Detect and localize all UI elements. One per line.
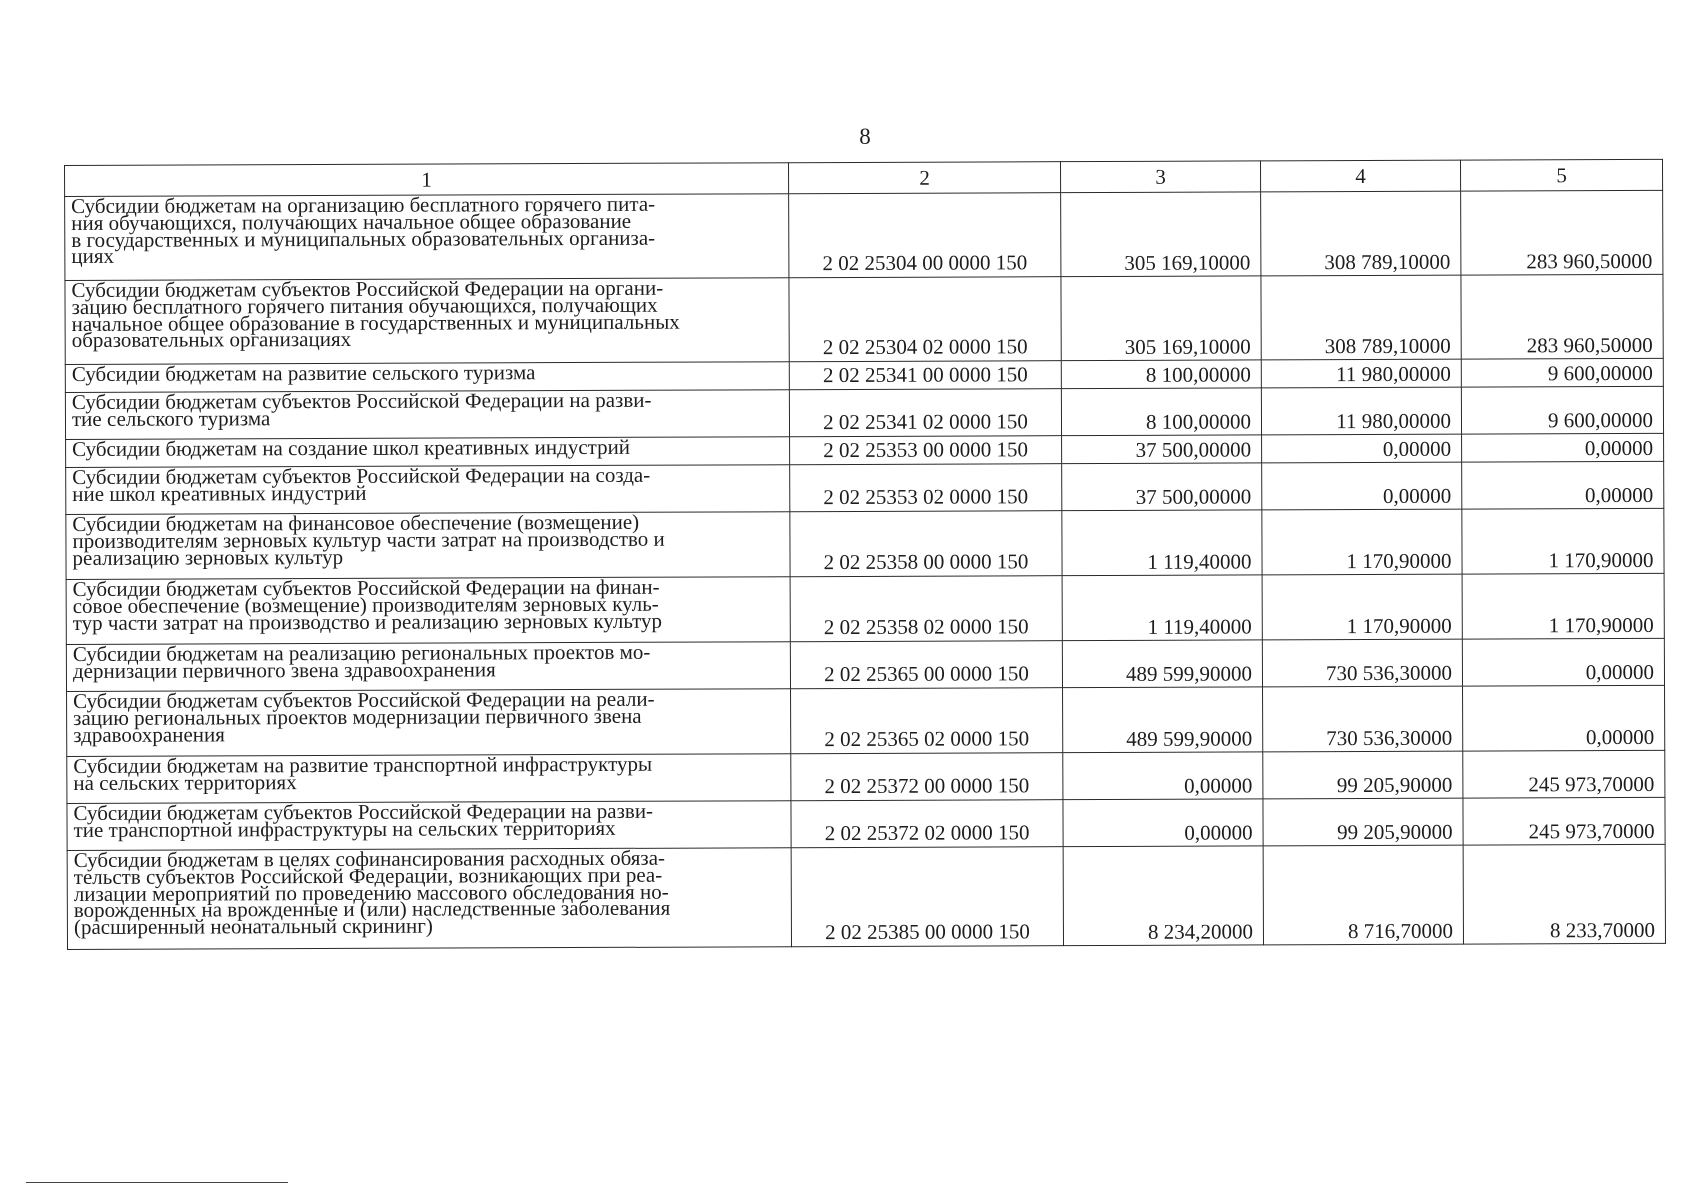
amount-col3-cell: 305 169,10000 xyxy=(1061,276,1261,361)
budget-code-cell: 2 02 25385 00 0000 150 xyxy=(791,847,1063,947)
amount-col3-cell: 489 599,90000 xyxy=(1062,640,1262,688)
amount-col3-cell: 8 234,20000 xyxy=(1063,846,1263,946)
budget-code-cell: 2 02 25304 02 0000 150 xyxy=(789,277,1061,362)
budget-code-cell: 2 02 25341 02 0000 150 xyxy=(789,389,1061,437)
subsidy-name-cell: Субсидии бюджетам на развитие сельского туризма xyxy=(65,362,789,393)
amount-col5-cell: 1 170,90000 xyxy=(1462,508,1664,574)
amount-col5-cell: 283 960,50000 xyxy=(1461,190,1663,275)
amount-col5-cell: 0,00000 xyxy=(1462,461,1664,509)
amount-col5-cell: 283 960,50000 xyxy=(1461,274,1663,359)
column-header-2: 2 xyxy=(788,162,1060,194)
budget-code-cell: 2 02 25372 00 0000 150 xyxy=(791,753,1063,801)
table-row xyxy=(67,844,1665,949)
budget-code-cell: 2 02 25365 02 0000 150 xyxy=(791,688,1063,754)
table-row xyxy=(67,750,1665,803)
amount-col4-cell: 99 205,90000 xyxy=(1263,798,1463,846)
budget-code-cell: 2 02 25372 02 0000 150 xyxy=(791,800,1063,848)
table-row xyxy=(66,461,1664,514)
amount-col4-cell: 99 205,90000 xyxy=(1263,751,1463,799)
subsidy-name-cell: Субсидии бюджетам субъектов Российской Федерации на созда- ние школ креативных индустрий xyxy=(66,465,790,515)
amount-col4-cell: 1 170,90000 xyxy=(1262,574,1462,640)
table-row xyxy=(65,274,1663,364)
subsidy-name-cell: Субсидии бюджетам на финансовое обеспечение (возмещение) производителям зерновых культур части затрат на производство и реализацию зерновых культур xyxy=(66,512,790,580)
subsidy-name-cell: Субсидии бюджетам субъектов Российской Федерации на финан- совое обеспечение (возмещение) производителям зерновых куль- тур части затрат на производство и реализацию зерновых культур xyxy=(66,577,790,645)
table-row xyxy=(65,190,1663,280)
subsidy-name-cell: Субсидии бюджетам субъектов Российской Федерации на органи- зацию бесплатного горячего питания обучающихся, получающих начальное общее образование в государственных и муниципальных образовательных организациях xyxy=(65,278,789,365)
amount-col5-cell: 9 600,00000 xyxy=(1461,358,1663,387)
amount-col4-cell: 1 170,90000 xyxy=(1262,509,1462,575)
amount-col4-cell: 11 980,00000 xyxy=(1261,387,1461,435)
amount-col4-cell: 11 980,00000 xyxy=(1261,359,1461,388)
amount-col5-cell: 0,00000 xyxy=(1463,685,1665,751)
subsidy-name-cell: Субсидии бюджетам в целях софинансирования расходных обяза- тельств субъектов Российской Федерации, возникающих при реа- лизации мероприятий по проведению массового обследования но- ворожденных на врожденные и (или) наследственные заболевания (расширенный неонатальный скрининг) xyxy=(67,848,791,950)
column-header-3: 3 xyxy=(1060,161,1260,193)
table-row xyxy=(67,797,1665,850)
page-number: 8 xyxy=(859,124,871,149)
amount-col3-cell: 1 119,40000 xyxy=(1062,510,1262,576)
amount-col3-cell: 8 100,00000 xyxy=(1061,360,1261,389)
budget-code-cell: 2 02 25353 02 0000 150 xyxy=(790,464,1062,512)
table-row xyxy=(65,386,1663,439)
amount-col4-cell: 308 789,10000 xyxy=(1261,191,1461,276)
amount-col4-cell: 730 536,30000 xyxy=(1263,686,1463,752)
budget-subsidies-table xyxy=(64,159,1666,950)
amount-col3-cell: 0,00000 xyxy=(1063,752,1263,800)
amount-col3-cell: 1 119,40000 xyxy=(1062,575,1262,641)
amount-col3-cell: 37 500,00000 xyxy=(1062,435,1262,464)
amount-col5-cell: 0,00000 xyxy=(1462,638,1664,686)
amount-col3-cell: 37 500,00000 xyxy=(1062,463,1262,511)
subsidy-name-cell: Субсидии бюджетам на развитие транспортной инфраструктуры на сельских территориях xyxy=(67,754,791,804)
amount-col4-cell: 8 716,70000 xyxy=(1263,845,1463,945)
amount-col3-cell: 8 100,00000 xyxy=(1061,388,1261,436)
column-header-1: 1 xyxy=(65,163,789,197)
amount-col3-cell: 0,00000 xyxy=(1063,799,1263,847)
amount-col4-cell: 0,00000 xyxy=(1262,462,1462,510)
amount-col5-cell: 1 170,90000 xyxy=(1462,573,1664,639)
amount-col5-cell: 0,00000 xyxy=(1462,433,1664,462)
budget-code-cell: 2 02 25341 00 0000 150 xyxy=(789,361,1061,390)
table-body xyxy=(65,190,1666,949)
budget-code-cell: 2 02 25358 00 0000 150 xyxy=(790,511,1062,577)
amount-col4-cell: 730 536,30000 xyxy=(1262,639,1462,687)
subsidy-name-cell: Субсидии бюджетам на организацию бесплатного горячего пита- ния обучающихся, получающих начальное общее образование в государственных и муниципальных образовательных организа- циях xyxy=(65,194,789,281)
table-row xyxy=(66,573,1664,644)
table-row xyxy=(67,685,1665,756)
column-header-5: 5 xyxy=(1460,159,1662,191)
budget-code-cell: 2 02 25304 00 0000 150 xyxy=(789,193,1061,278)
subsidy-name-cell: Субсидии бюджетам субъектов Российской Федерации на реали- зацию региональных проектов модернизации первичного звена здравоохранения xyxy=(67,689,791,757)
budget-code-cell: 2 02 25358 02 0000 150 xyxy=(790,576,1062,642)
amount-col5-cell: 8 233,70000 xyxy=(1463,844,1665,944)
table-row xyxy=(66,638,1664,691)
column-header-4: 4 xyxy=(1260,160,1460,192)
table-row xyxy=(66,508,1664,579)
subsidy-name-cell: Субсидии бюджетам на реализацию региональных проектов мо- дернизации первичного звена здравоохранения xyxy=(66,642,790,692)
amount-col5-cell: 245 973,70000 xyxy=(1463,797,1665,845)
subsidy-name-cell: Субсидии бюджетам субъектов Российской Федерации на разви- тие транспортной инфраструктуры на сельских территориях xyxy=(67,801,791,851)
amount-col3-cell: 489 599,90000 xyxy=(1063,687,1263,753)
budget-code-cell: 2 02 25365 00 0000 150 xyxy=(790,641,1062,689)
amount-col5-cell: 245 973,70000 xyxy=(1463,750,1665,798)
amount-col4-cell: 0,00000 xyxy=(1262,434,1462,463)
subsidy-name-cell: Субсидии бюджетам на создание школ креативных индустрий xyxy=(66,437,790,468)
amount-col5-cell: 9 600,00000 xyxy=(1461,386,1663,434)
budget-code-cell: 2 02 25353 00 0000 150 xyxy=(790,436,1062,465)
amount-col4-cell: 308 789,10000 xyxy=(1261,275,1461,360)
subsidy-name-cell: Субсидии бюджетам субъектов Российской Федерации на разви- тие сельского туризма xyxy=(65,390,789,440)
footer-rule xyxy=(26,1182,288,1183)
amount-col3-cell: 305 169,10000 xyxy=(1061,192,1261,277)
